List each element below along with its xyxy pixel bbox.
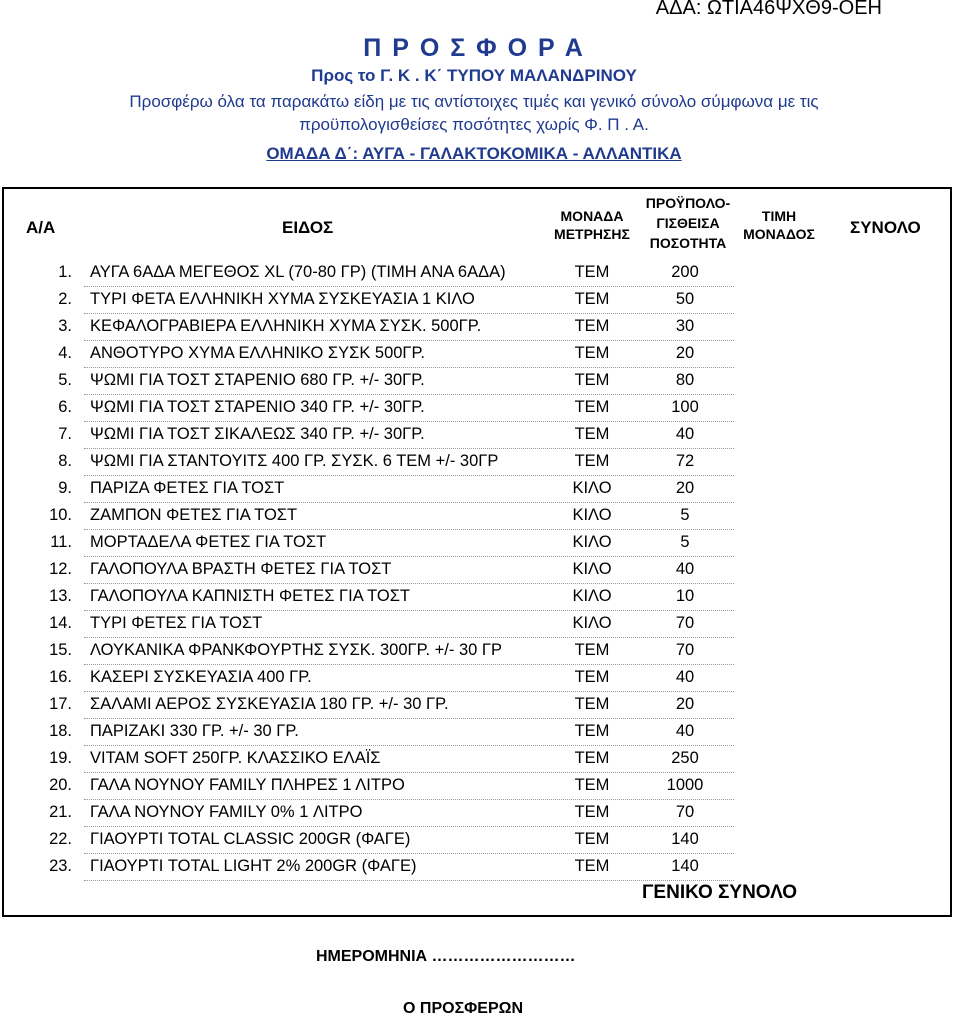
table-row <box>0 316 960 343</box>
quantity: 40 <box>675 425 695 443</box>
table-row <box>0 775 960 802</box>
row-separator <box>84 475 734 476</box>
quantity: 1000 <box>666 776 704 794</box>
table-row <box>0 586 960 613</box>
unit-of-measure: ΚΙΛΟ <box>572 560 612 578</box>
item-description: ΓΑΛΑ ΝΟΥΝΟΥ FAMILY 0% 1 ΛΙΤΡΟ <box>90 803 363 821</box>
unit-of-measure: ΤΕΜ <box>574 803 610 821</box>
unit-of-measure: ΤΕΜ <box>574 452 610 470</box>
quantity: 50 <box>675 290 695 308</box>
date-line: ΗΜΕΡΟΜΗΝΙΑ ……………………… <box>316 948 576 965</box>
item-description: ΣΑΛΑΜΙ ΑΕΡΟΣ ΣΥΣΚΕΥΑΣΙΑ 180 ΓΡ. +/- 30 ΓΡ. <box>90 695 449 713</box>
quantity: 70 <box>675 803 695 821</box>
table-row <box>0 829 960 856</box>
row-separator <box>84 367 734 368</box>
row-separator <box>84 691 734 692</box>
column-header-aa: Α/Α <box>26 218 56 237</box>
row-separator <box>84 394 734 395</box>
quantity: 20 <box>675 344 695 362</box>
column-header-quantity-line3: ΠΟΣΟΤΗΤΑ <box>649 235 727 251</box>
column-header-unit-line2: ΜΕΤΡΗΣΗΣ <box>554 226 630 242</box>
unit-of-measure: ΤΕΜ <box>574 857 610 875</box>
unit-of-measure: ΤΕΜ <box>574 776 610 794</box>
row-separator <box>84 286 734 287</box>
table-row <box>0 370 960 397</box>
item-description: ΠΑΡΙΖΑ ΦΕΤΕΣ ΓΙΑ ΤΟΣΤ <box>90 479 285 497</box>
row-separator <box>84 583 734 584</box>
row-number: 13. <box>49 587 72 605</box>
row-number: 3. <box>58 317 72 335</box>
table-row <box>0 640 960 667</box>
row-separator <box>84 340 734 341</box>
row-number: 22. <box>49 830 72 848</box>
row-number: 23. <box>49 857 72 875</box>
quantity: 10 <box>675 587 695 605</box>
unit-of-measure: ΤΕΜ <box>574 668 610 686</box>
item-description: ΓΑΛΑ ΝΟΥΝΟΥ FAMILY ΠΛΗΡΕΣ 1 ΛΙΤΡΟ <box>90 776 405 794</box>
grand-total-label: ΓΕΝΙΚΟ ΣΥΝΟΛΟ <box>642 882 798 903</box>
unit-of-measure: ΤΕΜ <box>574 344 610 362</box>
unit-of-measure: ΤΕΜ <box>574 722 610 740</box>
row-separator <box>84 853 734 854</box>
column-header-quantity <box>636 193 740 253</box>
offerer-signature-label: Ο ΠΡΟΣΦΕΡΩΝ <box>403 1000 524 1017</box>
quantity: 20 <box>675 695 695 713</box>
table-row <box>0 478 960 505</box>
row-number: 8. <box>58 452 72 470</box>
row-number: 1. <box>58 263 72 281</box>
item-description: ΨΩΜΙ ΓΙΑ ΤΟΣΤ ΣΙΚΑΛΕΩΣ 340 ΓΡ. +/- 30ΓΡ. <box>90 425 425 443</box>
quantity: 70 <box>675 614 695 632</box>
unit-of-measure: ΤΕΜ <box>574 830 610 848</box>
document-title: Π Ρ Ο Σ Φ Ο Ρ Α <box>363 34 585 62</box>
row-separator <box>84 421 734 422</box>
row-number: 2. <box>58 290 72 308</box>
item-description: ΨΩΜΙ ΓΙΑ ΤΟΣΤ ΣΤΑΡΕΝΙΟ 680 ΓΡ. +/- 30ΓΡ. <box>90 371 425 389</box>
column-header-unit <box>548 207 636 243</box>
item-description: ΨΩΜΙ ΓΙΑ ΣΤΑΝΤΟΥΙΤΣ 400 ΓΡ. ΣΥΣΚ. 6 ΤΕΜ +/- 30ΓΡ <box>90 452 499 470</box>
row-separator <box>84 556 734 557</box>
unit-of-measure: ΚΙΛΟ <box>572 614 612 632</box>
unit-of-measure: ΤΕΜ <box>574 371 610 389</box>
item-description: ΠΑΡΙΖΑΚΙ 330 ΓΡ. +/- 30 ΓΡ. <box>90 722 299 740</box>
table-row <box>0 397 960 424</box>
column-header-quantity-line1: ΠΡΟΫΠΟΛΟ- <box>645 195 731 211</box>
column-header-quantity-line2: ΓΙΣΘΕΙΣΑ <box>656 215 720 231</box>
quantity: 40 <box>675 668 695 686</box>
unit-of-measure: ΚΙΛΟ <box>572 587 612 605</box>
column-header-unit-line1: ΜΟΝΑΔΑ <box>560 208 624 224</box>
quantity: 20 <box>675 479 695 497</box>
row-separator <box>84 718 734 719</box>
unit-of-measure: ΤΕΜ <box>574 317 610 335</box>
row-number: 12. <box>49 560 72 578</box>
table-row <box>0 856 960 883</box>
row-separator <box>84 745 734 746</box>
item-description: ΓΑΛΟΠΟΥΛΑ ΚΑΠΝΙΣΤΗ ΦΕΤΕΣ ΓΙΑ ΤΟΣΤ <box>90 587 410 605</box>
unit-of-measure: ΤΕΜ <box>574 398 610 416</box>
group-heading: ΟΜΑΔΑ Δ΄: ΑΥΓΑ - ΓΑΛΑΚΤΟΚΟΜΙΚΑ - ΑΛΛΑΝΤΙΚΑ <box>266 144 682 163</box>
offer-text: Προσφέρω όλα τα παρακάτω είδη με τις αντίστοιχες τιμές και γενικό σύνολο σύμφωνα με τις προϋπολογισθείσες ποσότητες χωρίς Φ. Π . Α. <box>129 92 819 134</box>
table-row <box>0 667 960 694</box>
item-description: ΑΥΓΑ 6ΑΔΑ ΜΕΓΕΘΟΣ XL (70-80 ΓΡ) (ΤΙΜΗ ΑΝΑ 6ΑΔΑ) <box>90 263 506 281</box>
item-description: ΚΕΦΑΛΟΓΡΑΒΙΕΡΑ ΕΛΛΗΝΙΚΗ ΧΥΜΑ ΣΥΣΚ. 500ΓΡ. <box>90 317 482 335</box>
row-separator <box>84 313 734 314</box>
item-description: ΤΥΡΙ ΦΕΤΕΣ ΓΙΑ ΤΟΣΤ <box>90 614 263 632</box>
row-separator <box>84 664 734 665</box>
row-separator <box>84 880 734 881</box>
row-number: 14. <box>49 614 72 632</box>
row-number: 17. <box>49 695 72 713</box>
row-separator <box>84 529 734 530</box>
item-description: ΓΙΑΟΥΡΤΙ TOTAL CLASSIC 200GR (ΦΑΓΕ) <box>90 830 411 848</box>
column-header-unit-price-line2: ΜΟΝΑΔΟΣ <box>743 226 815 242</box>
unit-of-measure: ΤΕΜ <box>574 290 610 308</box>
row-separator <box>84 799 734 800</box>
column-header-item: ΕΙΔΟΣ <box>282 218 334 237</box>
row-separator <box>84 610 734 611</box>
table-row <box>0 343 960 370</box>
item-description: ΚΑΣΕΡΙ ΣΥΣΚΕΥΑΣΙΑ 400 ΓΡ. <box>90 668 312 686</box>
quantity: 5 <box>680 506 690 524</box>
quantity: 40 <box>675 560 695 578</box>
table-row <box>0 424 960 451</box>
row-separator <box>84 826 734 827</box>
row-number: 20. <box>49 776 72 794</box>
quantity: 72 <box>675 452 695 470</box>
item-description: ΛΟΥΚΑΝΙΚΑ ΦΡΑΝΚΦΟΥΡΤΗΣ ΣΥΣΚ. 300ΓΡ. +/- 30 ΓΡ <box>90 641 502 659</box>
item-description: VITAM SOFT 250ΓΡ. ΚΛΑΣΣΙΚΟ ΕΛΑΪΣ <box>90 749 381 767</box>
row-number: 19. <box>49 749 72 767</box>
unit-of-measure: ΤΕΜ <box>574 641 610 659</box>
table-body <box>0 262 960 883</box>
ada-code: ΑΔΑ: ΩΤΙΑ46ΨΧΘ9-ΟΕΗ <box>655 0 882 19</box>
quantity: 70 <box>675 641 695 659</box>
unit-of-measure: ΤΕΜ <box>574 695 610 713</box>
column-header-unit-price <box>736 207 822 243</box>
table-row <box>0 262 960 289</box>
item-description: ΜΟΡΤΑΔΕΛΑ ΦΕΤΕΣ ΓΙΑ ΤΟΣΤ <box>90 533 327 551</box>
column-header-unit-price-line1: ΤΙΜΗ <box>761 208 797 224</box>
row-number: 10. <box>49 506 72 524</box>
table-row <box>0 694 960 721</box>
row-separator <box>84 448 734 449</box>
item-description: ΑΝΘΟΤΥΡΟ ΧΥΜΑ ΕΛΛΗΝΙΚΟ ΣΥΣΚ 500ΓΡ. <box>90 344 426 362</box>
quantity: 5 <box>680 533 690 551</box>
row-separator <box>84 637 734 638</box>
row-number: 16. <box>49 668 72 686</box>
item-description: ΓΑΛΟΠΟΥΛΑ ΒΡΑΣΤΗ ΦΕΤΕΣ ΓΙΑ ΤΟΣΤ <box>90 560 392 578</box>
quantity: 80 <box>675 371 695 389</box>
row-number: 7. <box>58 425 72 443</box>
table-row <box>0 532 960 559</box>
row-number: 15. <box>49 641 72 659</box>
unit-of-measure: ΚΙΛΟ <box>572 533 612 551</box>
row-separator <box>84 772 734 773</box>
row-number: 11. <box>50 533 72 551</box>
item-description: ΤΥΡΙ ΦΕΤΑ ΕΛΛΗΝΙΚΗ ΧΥΜΑ ΣΥΣΚΕΥΑΣΙΑ 1 ΚΙΛΟ <box>90 290 475 308</box>
unit-of-measure: ΚΙΛΟ <box>572 479 612 497</box>
table-row <box>0 748 960 775</box>
row-separator <box>84 502 734 503</box>
item-description: ΓΙΑΟΥΡΤΙ TOTAL LIGHT 2% 200GR (ΦΑΓΕ) <box>90 857 417 875</box>
table-row <box>0 613 960 640</box>
row-number: 21. <box>49 803 72 821</box>
row-number: 6. <box>58 398 72 416</box>
quantity: 30 <box>675 317 695 335</box>
item-description: ΖΑΜΠΟΝ ΦΕΤΕΣ ΓΙΑ ΤΟΣΤ <box>90 506 298 524</box>
row-number: 9. <box>58 479 72 497</box>
quantity: 140 <box>671 830 699 848</box>
row-number: 4. <box>58 344 72 362</box>
quantity: 140 <box>671 857 699 875</box>
table-row <box>0 559 960 586</box>
unit-of-measure: ΚΙΛΟ <box>572 506 612 524</box>
table-row <box>0 451 960 478</box>
table-row <box>0 721 960 748</box>
quantity: 200 <box>671 263 699 281</box>
unit-of-measure: ΤΕΜ <box>574 749 610 767</box>
row-number: 5. <box>58 371 72 389</box>
table-row <box>0 505 960 532</box>
table-row <box>0 802 960 829</box>
table-row <box>0 289 960 316</box>
unit-of-measure: ΤΕΜ <box>574 263 610 281</box>
quantity: 100 <box>671 398 699 416</box>
row-number: 18. <box>49 722 72 740</box>
recipient-line: Προς το Γ. Κ . Κ΄ ΤΥΠΟΥ ΜΑΛΑΝΔΡΙΝΟΥ <box>311 66 637 85</box>
quantity: 40 <box>675 722 695 740</box>
item-description: ΨΩΜΙ ΓΙΑ ΤΟΣΤ ΣΤΑΡΕΝΙΟ 340 ΓΡ. +/- 30ΓΡ. <box>90 398 425 416</box>
column-header-total: ΣΥΝΟΛΟ <box>850 218 921 237</box>
quantity: 250 <box>671 749 699 767</box>
unit-of-measure: ΤΕΜ <box>574 425 610 443</box>
